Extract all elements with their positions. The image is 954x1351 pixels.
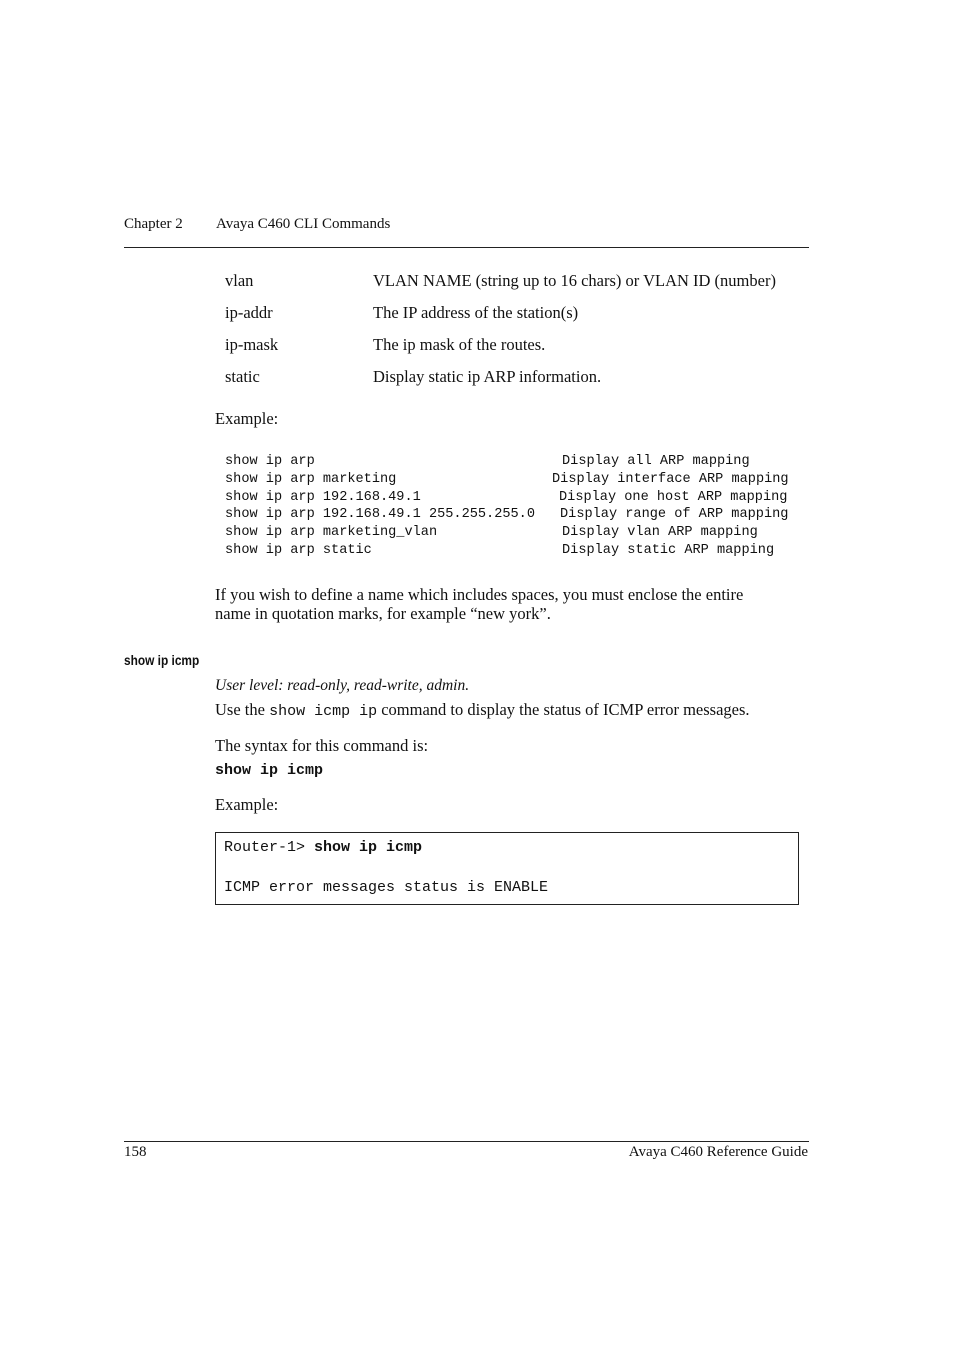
code-description: Display interface ARP mapping [552,472,789,487]
note-line: name in quotation marks, for example “new york”. [215,604,551,623]
use-suffix: command to display the status of ICMP error messages. [381,700,750,719]
code-command: show ip arp 192.168.49.1 [225,490,421,505]
syntax-command: show ip icmp [215,762,324,779]
code-command: show ip arp [225,454,315,469]
code-command: show ip arp static [225,543,372,558]
param-name: ip-mask [225,335,279,354]
page-number: 158 [124,1144,147,1160]
use-description [215,700,750,720]
example-label: Example: [215,795,279,814]
code-description: Display one host ARP mapping [559,490,788,505]
example-output-box [215,832,799,905]
header-rule [124,247,809,248]
code-command: show ip arp marketing [225,472,397,487]
code-description: Display vlan ARP mapping [562,525,758,540]
note-line: If you wish to define a name which includes spaces, you must enclose the entire [215,585,744,604]
use-prefix: Use the [215,700,265,719]
prompt-command: show ip icmp [314,839,423,856]
code-command: show ip arp marketing_vlan [225,525,438,540]
section-heading: show ip icmp [124,653,200,668]
example-label: Example: [215,409,279,428]
output-line: ICMP error messages status is ENABLE [224,879,549,896]
param-name: ip-addr [225,303,273,322]
code-description: Display range of ARP mapping [560,507,789,522]
prompt-line [224,839,422,856]
chapter-title: Avaya C460 CLI Commands [216,216,391,232]
syntax-intro: The syntax for this command is: [215,736,429,755]
code-command: show ip arp 192.168.49.1 255.255.255.0 [225,507,535,522]
inline-command: show icmp ip [269,703,378,720]
footer-rule [124,1141,809,1142]
user-level: User level: read-only, read-write, admin. [215,677,470,694]
guide-title: Avaya C460 Reference Guide [628,1144,808,1160]
param-description: Display static ip ARP information. [373,367,602,386]
prompt: Router-1> [224,839,306,856]
code-description: Display all ARP mapping [562,454,750,469]
code-description: Display static ARP mapping [562,543,775,558]
param-description: VLAN NAME (string up to 16 chars) or VLAN ID (number) [373,271,776,290]
param-name: vlan [225,271,254,290]
param-name: static [225,367,260,386]
param-description: The IP address of the station(s) [373,303,579,322]
param-description: The ip mask of the routes. [373,335,546,354]
chapter-label: Chapter 2 [124,216,183,232]
